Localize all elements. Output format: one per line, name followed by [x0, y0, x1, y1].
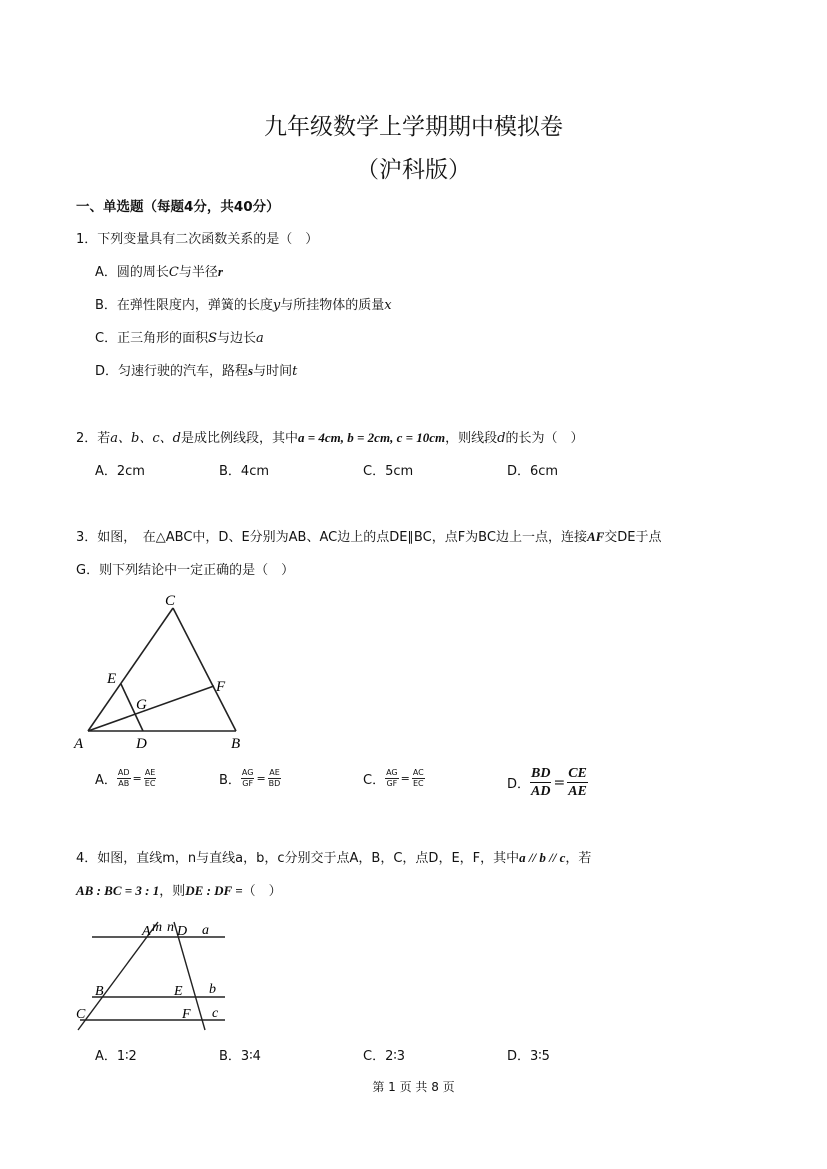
- label-d: D: [136, 736, 147, 752]
- side-bc: [173, 608, 236, 731]
- q1-option-d: D．匀速行驶的汽车，路程s与时间t: [95, 363, 298, 379]
- page-footer: 第 1 页 共 8 页: [372, 1080, 455, 1094]
- section-heading: 一、单选题（每题4分，共40分）: [76, 199, 280, 215]
- label-f: F: [216, 679, 226, 695]
- q4-parallel-lines-figure: [70, 910, 240, 1035]
- q1-option-c: C．正三角形的面积S与边长a: [95, 331, 264, 346]
- q2-option-d: D．6cm: [507, 464, 559, 479]
- q3-option-a: A． $\frac{AD}{AB}$ = $\frac{AE}{EC}$: [95, 768, 156, 788]
- label-n: n: [167, 920, 174, 935]
- q3-option-d: D． $\frac{BD}{AD}$ = $\frac{CE}{AE}$: [507, 766, 587, 799]
- label-d-point: D: [177, 924, 188, 939]
- label-c: C: [165, 593, 176, 609]
- q3-stem-line2: G．则下列结论中一定正确的是（ ）: [76, 563, 295, 578]
- q3-triangle-figure: [70, 588, 260, 753]
- q2-stem: 2．若a、b、c、d是成比例线段，其中a = 4cm, b = 2cm, c = 10cm，则线段d的长为（ ）: [76, 430, 584, 446]
- label-b-line: b: [209, 982, 216, 997]
- q2-option-b: B．4cm: [219, 464, 270, 479]
- q2-option-c: C．5cm: [363, 464, 414, 479]
- q4-stem-line1: 4．如图，直线m，n与直线a，b，c分别交于点A，B，C，点D，E，F，其中a // b // c，若: [76, 850, 592, 866]
- label-b-point: B: [95, 984, 104, 999]
- q1-stem: 1．下列变量具有二次函数关系的是（ ）: [76, 232, 319, 247]
- q3-stem-line1: 3．如图， 在△ABC中，D、E分别为AB、AC边上的点DE∥BC，点F为BC边上一点，连接AF交DE于点: [76, 529, 662, 545]
- label-b: B: [231, 736, 241, 752]
- q1-option-a: A．圆的周长C与半径r: [95, 264, 223, 280]
- q3-option-b: B． $\frac{AG}{GF}$ = $\frac{AE}{BD}$: [219, 768, 281, 788]
- q4-option-d: D．3∶5: [507, 1049, 550, 1064]
- side-ac: [88, 608, 173, 731]
- q2-option-a: A．2cm: [95, 464, 145, 479]
- label-a-point: A: [142, 924, 151, 939]
- label-f-point: F: [182, 1007, 191, 1022]
- label-c-line: c: [212, 1006, 219, 1021]
- segment-af: [88, 686, 214, 731]
- q1-option-b: B．在弹性限度内，弹簧的长度y与所挂物体的质量x: [95, 298, 392, 313]
- label-a-line: a: [202, 923, 209, 938]
- label-e-point: E: [174, 984, 183, 999]
- q4-option-a: A．1∶2: [95, 1049, 137, 1064]
- label-e: E: [107, 671, 117, 687]
- label-m: m: [152, 920, 163, 935]
- page-subtitle: （沪科版）: [356, 157, 471, 183]
- label-c-point: C: [76, 1007, 86, 1022]
- label-g: G: [136, 697, 147, 713]
- q4-option-b: B．3∶4: [219, 1049, 261, 1064]
- page-title: 九年级数学上学期期中模拟卷: [264, 114, 563, 140]
- q3-option-c: C． $\frac{AG}{GF}$ = $\frac{AC}{EC}$: [363, 768, 424, 788]
- q4-stem-line2: AB : BC = 3 : 1，则DE : DF =（ ）: [76, 883, 282, 899]
- label-a: A: [74, 736, 84, 752]
- q4-option-c: C．2∶3: [363, 1049, 406, 1064]
